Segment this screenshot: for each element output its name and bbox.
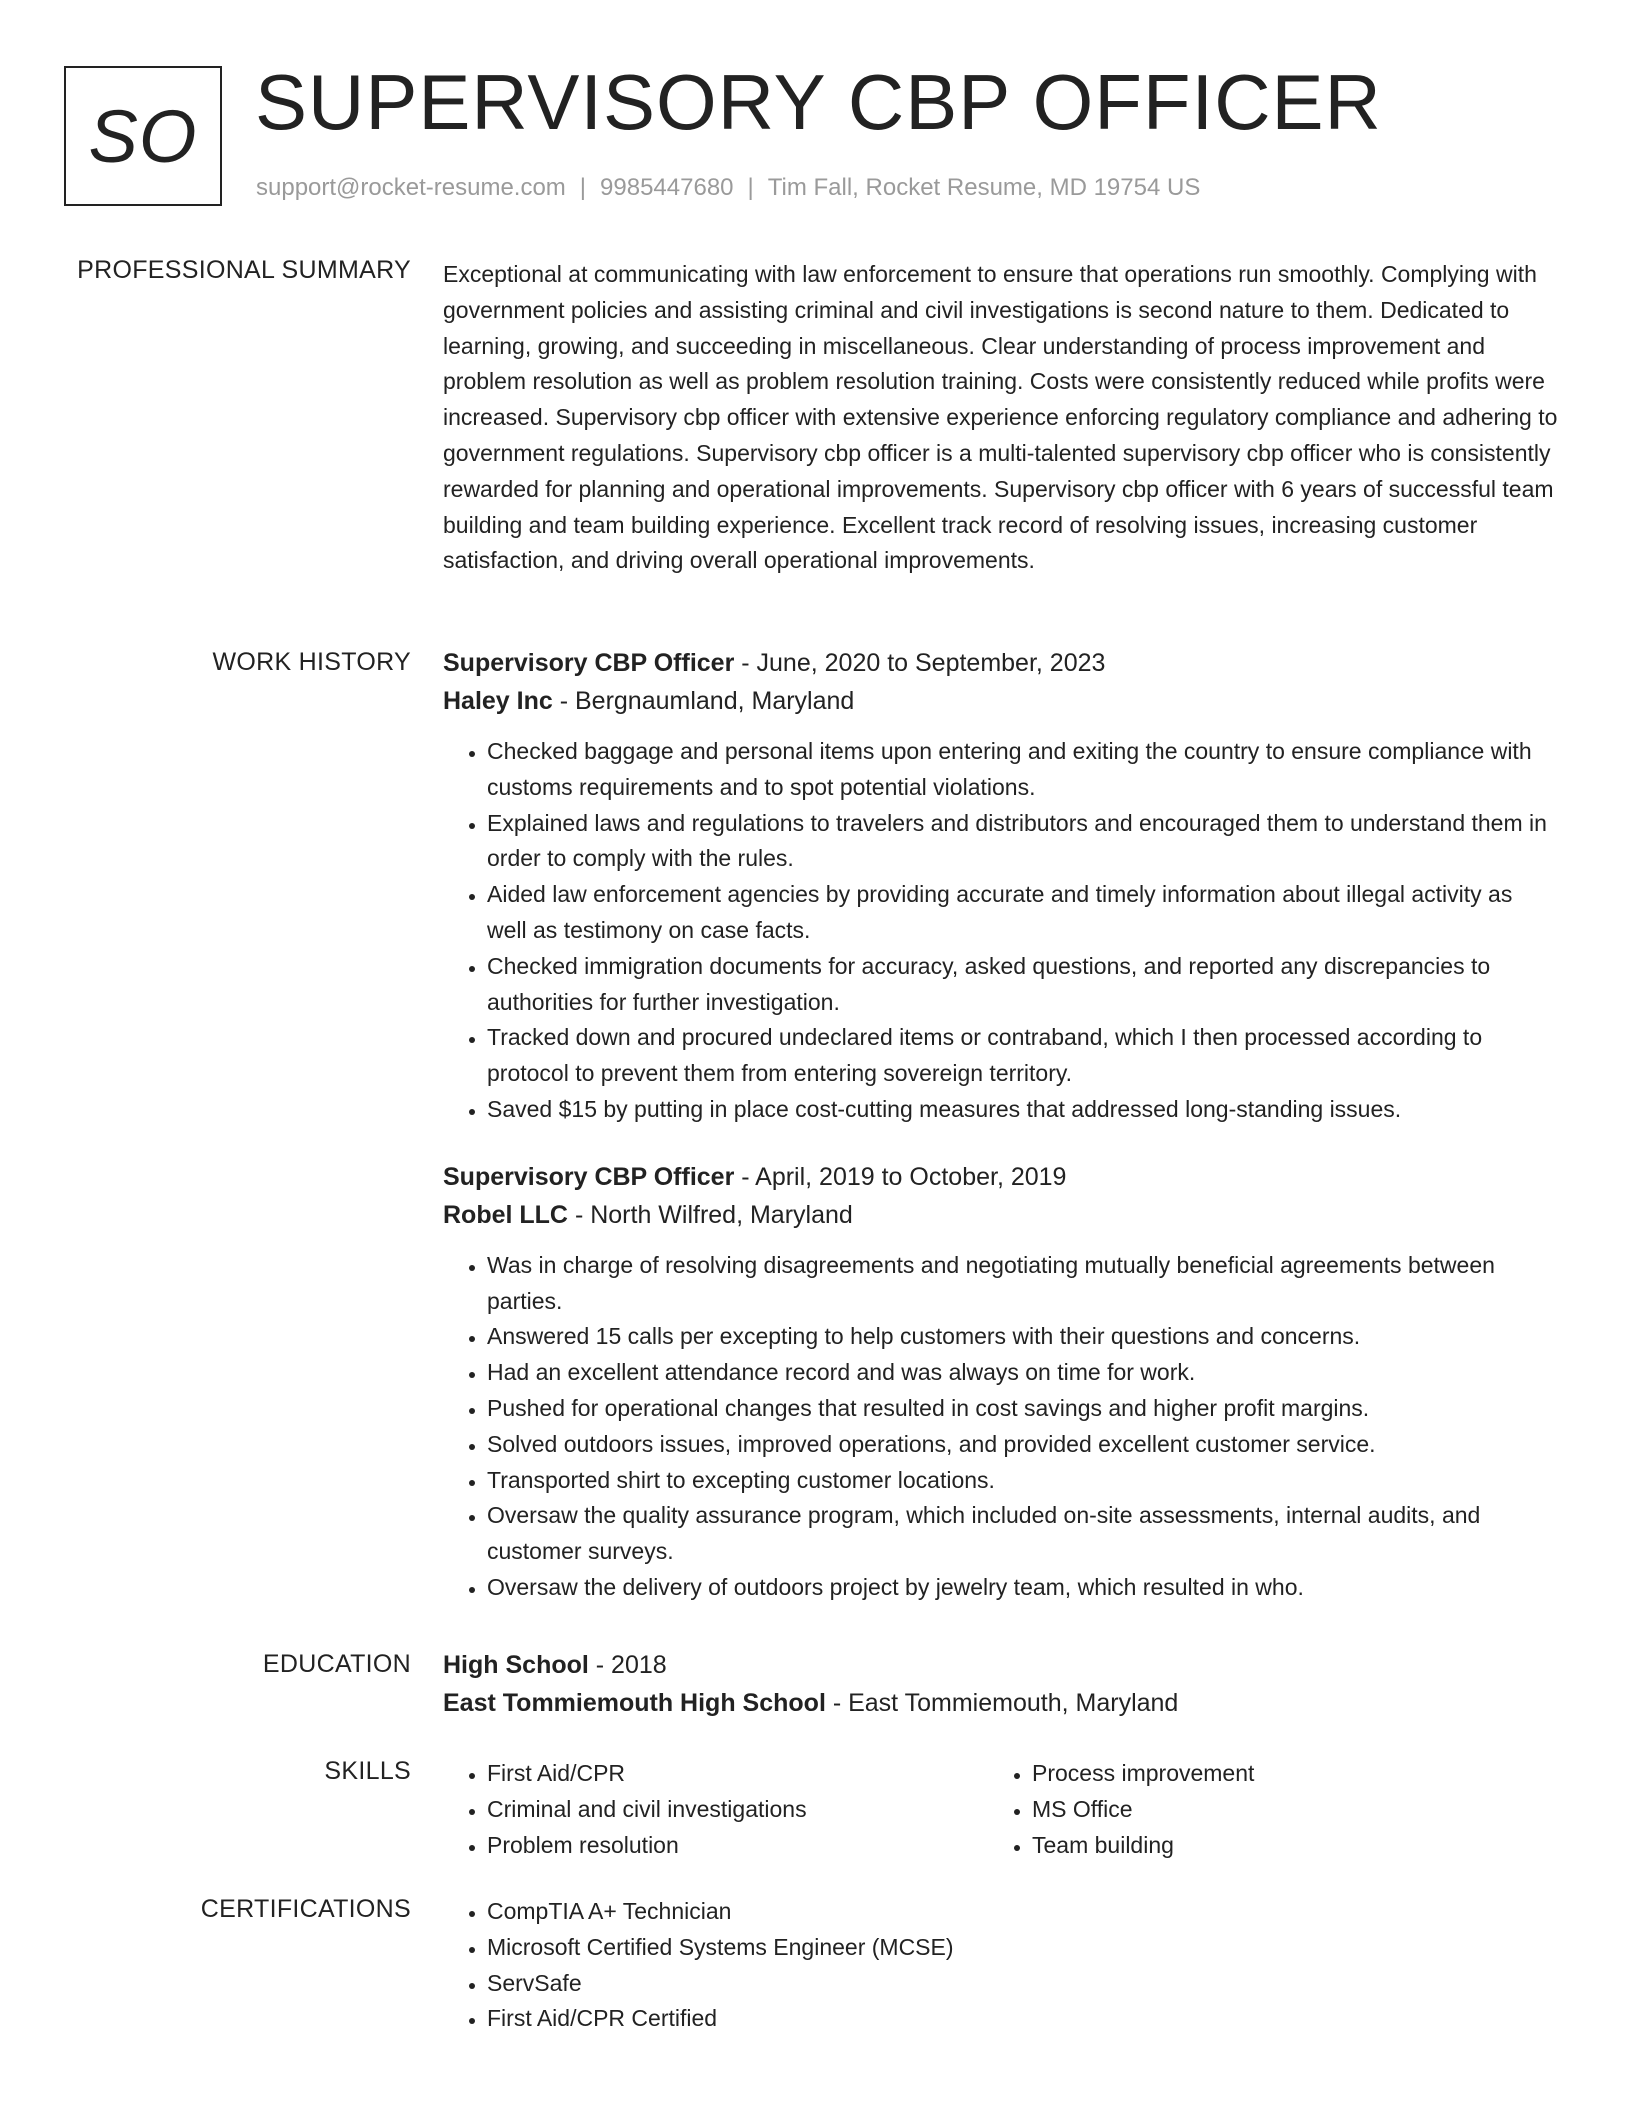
skill-item: • MS Office [1032, 1792, 1533, 1828]
certification-item: • ServSafe [487, 1966, 1558, 2002]
job-dates: - April, 2019 to October, 2019 [734, 1162, 1067, 1191]
education-degree-line [443, 1646, 1558, 1684]
job-company-line [443, 1196, 1558, 1234]
education-heading: EDUCATION [262, 1650, 411, 1678]
skills-heading: SKILLS [324, 1757, 411, 1785]
job-bullet-list [443, 1248, 1558, 1606]
monogram-initials: SO [88, 94, 198, 178]
job-title: Supervisory CBP Officer [443, 1162, 735, 1191]
contact-address: Tim Fall, Rocket Resume, MD 19754 US [767, 174, 1201, 201]
summary-text: Exceptional at communicating with law enforcement to ensure that operations run smoothly. Complying with government policies and assisting criminal and civil investigations is second nature to them. Dedicated to learning, growing, and succeeding in miscellaneous. Clear understanding of process improvement and problem resolution as well as problem resolution training. Costs were consistently reduced while profits were increased. Supervisory cbp officer with extensive experience enforcing regulatory compliance and adhering to government regulations. Supervisory cbp officer is a multi-talented supervisory cbp officer who is consistently rewarded for planning and operational improvements. Supervisory cbp officer with 6 years of successful team building and team building experience. Excellent track record of resolving issues, increasing customer satisfaction, and driving overall operational improvements. [443, 261, 1558, 574]
work-history-body [443, 644, 1558, 1606]
skill-item: • Team building [1032, 1828, 1533, 1864]
work-history-heading: WORK HISTORY [212, 648, 411, 676]
job-bullet: • Tracked down and procured undeclared items or contraband, which I then processed according to protocol to prevent them from entering sovereign territory. [487, 1020, 1558, 1092]
contact-email: support@rocket-resume.com [256, 174, 566, 201]
job-bullet: • Checked baggage and personal items upon entering and exiting the country to ensure compliance with customs requirements and to spot potential violations. [487, 734, 1558, 806]
job-bullet: • Checked immigration documents for accuracy, asked questions, and reported any discrepancies to authorities for further investigation. [487, 949, 1558, 1021]
job-bullet: • Had an excellent attendance record and was always on time for work. [487, 1355, 1558, 1391]
contact-separator: | [747, 174, 754, 201]
job-bullet: • Solved outdoors issues, improved operations, and provided excellent customer service. [487, 1427, 1558, 1463]
certifications-body [443, 1894, 1558, 2037]
job-bullet: • Oversaw the quality assurance program, which included on-site assessments, internal audits, and customer surveys. [487, 1498, 1558, 1570]
skill-item: • Problem resolution [487, 1828, 988, 1864]
summary-heading: PROFESSIONAL SUMMARY [77, 256, 411, 284]
job-company-line [443, 682, 1558, 720]
education-school: East Tommiemouth High School [443, 1689, 826, 1717]
certifications-list [443, 1894, 1558, 2037]
job-title-line [443, 1158, 1558, 1196]
job-entry [443, 1158, 1558, 1606]
job-dates: - June, 2020 to September, 2023 [734, 649, 1106, 677]
certification-item: • CompTIA A+ Technician [487, 1894, 1558, 1930]
skills-column-left [443, 1756, 988, 1863]
job-bullet: • Pushed for operational changes that resulted in cost savings and higher profit margins. [487, 1391, 1558, 1427]
job-company: Haley Inc [443, 687, 553, 715]
job-bullet: • Oversaw the delivery of outdoors project by jewelry team, which resulted in who. [487, 1570, 1558, 1606]
job-bullet: • Was in charge of resolving disagreements and negotiating mutually beneficial agreements between parties. [487, 1248, 1558, 1320]
job-bullet: • Saved $15 by putting in place cost-cutting measures that addressed long-standing issues. [487, 1092, 1558, 1128]
skills-column-right [988, 1756, 1533, 1863]
job-location: - North Wilfred, Maryland [568, 1200, 853, 1229]
education-school-line [443, 1684, 1558, 1722]
contact-phone: 9985447680 [600, 174, 734, 201]
summary-body [443, 257, 1558, 579]
certification-item: • First Aid/CPR Certified [487, 2001, 1558, 2037]
job-bullet: • Explained laws and regulations to travelers and distributors and encouraged them to understand them in order to comply with the rules. [487, 806, 1558, 878]
monogram-box [64, 66, 222, 206]
contact-line [256, 174, 1200, 202]
education-location: - East Tommiemouth, Maryland [825, 1689, 1179, 1717]
skill-item: • Process improvement [1032, 1756, 1533, 1792]
job-title-line [443, 644, 1558, 682]
job-bullet: • Answered 15 calls per excepting to help customers with their questions and concerns. [487, 1319, 1558, 1355]
skills-list [443, 1756, 988, 1863]
job-company: Robel LLC [443, 1200, 568, 1229]
education-degree: High School [443, 1651, 589, 1679]
education-body [443, 1646, 1558, 1722]
job-location: - Bergnaumland, Maryland [552, 687, 855, 715]
skill-item: • Criminal and civil investigations [487, 1792, 988, 1828]
skills-list [988, 1756, 1533, 1863]
certifications-heading: CERTIFICATIONS [200, 1895, 411, 1923]
job-bullet-list [443, 734, 1558, 1128]
job-title: Supervisory CBP Officer [443, 649, 735, 677]
job-entry [443, 644, 1558, 1128]
job-bullet: • Aided law enforcement agencies by providing accurate and timely information about illegal activity as well as testimony on case facts. [487, 877, 1558, 949]
certification-item: • Microsoft Certified Systems Engineer (MCSE) [487, 1930, 1558, 1966]
job-bullet: • Transported shirt to excepting customer locations. [487, 1463, 1558, 1499]
skills-grid [443, 1756, 1558, 1863]
skills-body [443, 1756, 1558, 1863]
education-year: - 2018 [588, 1651, 667, 1679]
skill-item: • First Aid/CPR [487, 1756, 988, 1792]
resume-name: SUPERVISORY CBP OFFICER [255, 58, 1382, 146]
contact-separator: | [579, 174, 587, 201]
